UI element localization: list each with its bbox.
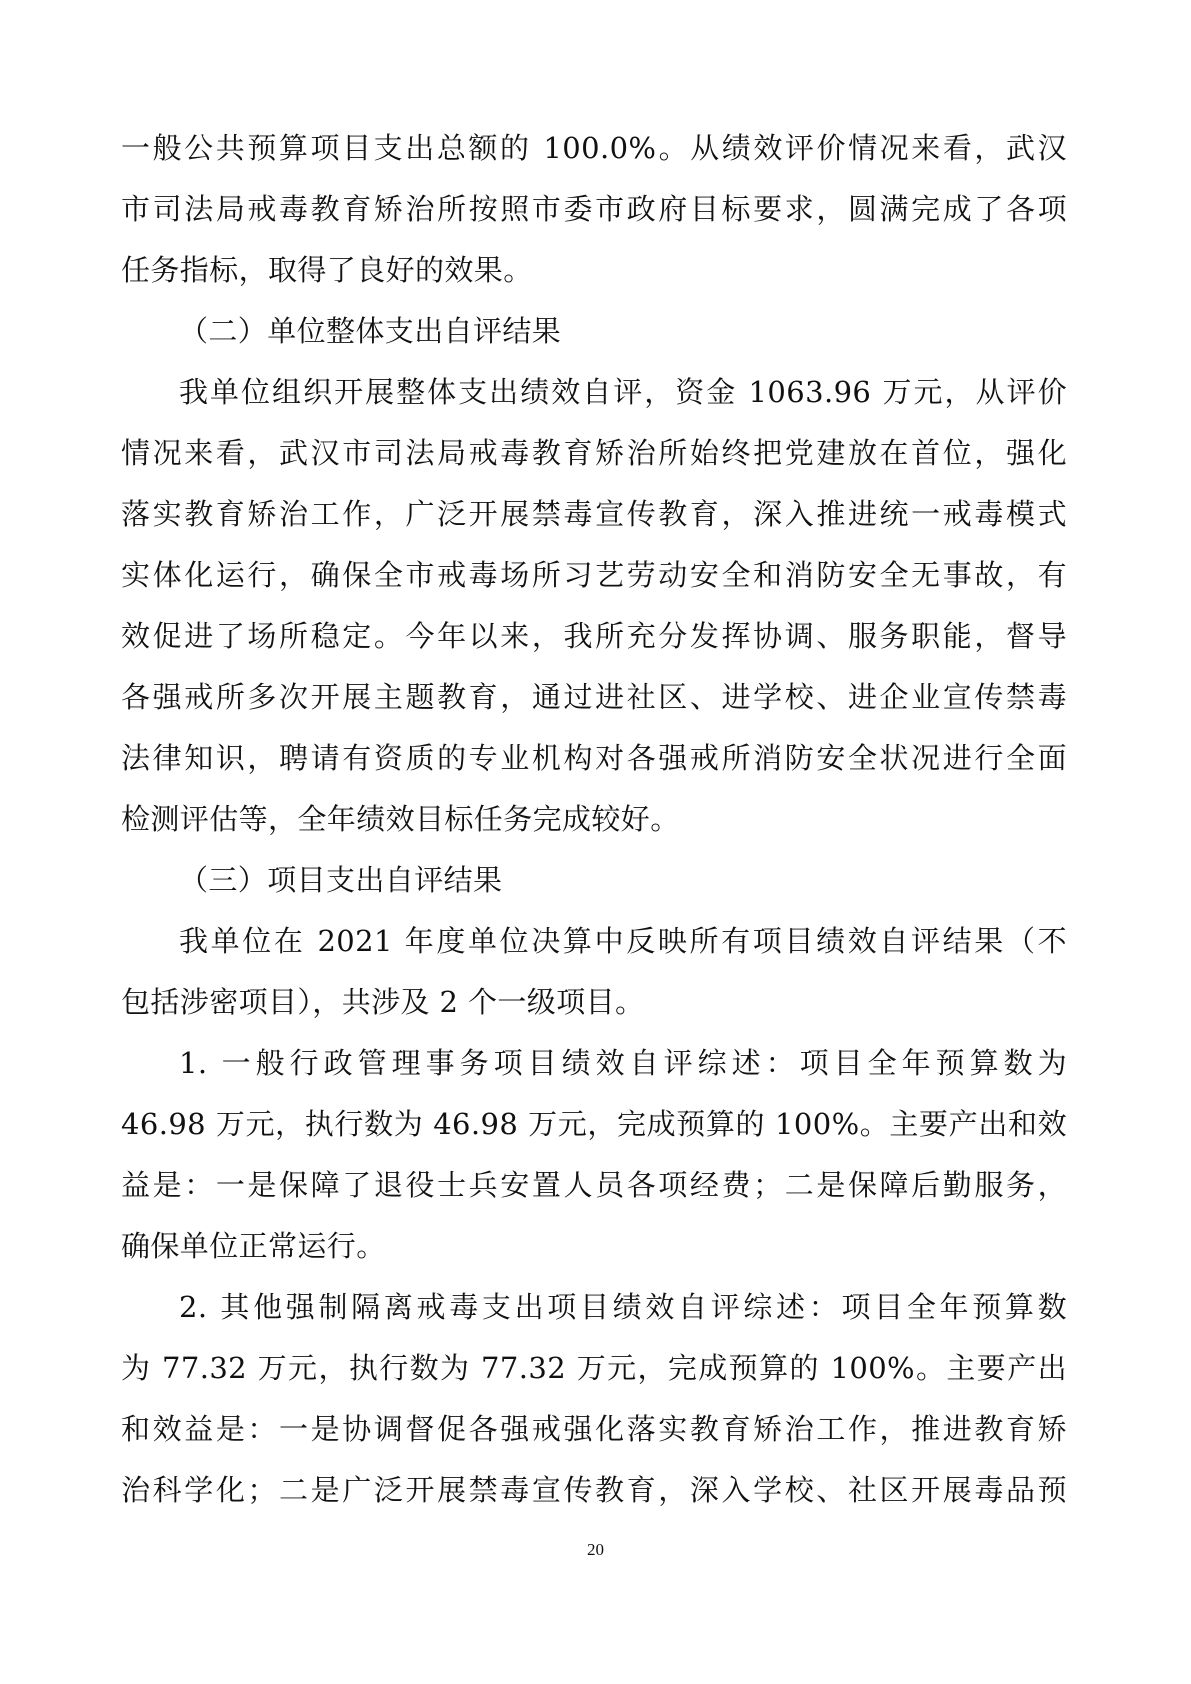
paragraph-line: 确保单位正常运行。 xyxy=(121,1229,386,1263)
paragraph-line: 情况来看，武汉市司法局戒毒教育矫治所始终把党建放在首位，强化 xyxy=(121,436,1067,470)
paragraph-line: 46.98 万元，执行数为 46.98 万元，完成预算的 100%。主要产出和效 xyxy=(121,1107,1067,1141)
section-heading: （二）单位整体支出自评结果 xyxy=(179,314,562,348)
section-heading: （三）项目支出自评结果 xyxy=(179,863,503,897)
paragraph-line: 法律知识，聘请有资质的专业机构对各强戒所消防安全状况进行全面 xyxy=(121,741,1067,775)
paragraph-line: 2. 其他强制隔离戒毒支出项目绩效自评综述：项目全年预算数 xyxy=(179,1290,1067,1324)
paragraph-line: 治科学化；二是广泛开展禁毒宣传教育，深入学校、社区开展毒品预 xyxy=(121,1473,1067,1507)
paragraph-line: 任务指标，取得了良好的效果。 xyxy=(121,253,533,287)
paragraph-line: 落实教育矫治工作，广泛开展禁毒宣传教育，深入推进统一戒毒模式 xyxy=(121,497,1067,531)
paragraph-line: 我单位在 2021 年度单位决算中反映所有项目绩效自评结果（不 xyxy=(179,924,1067,958)
paragraph-line: 效促进了场所稳定。今年以来，我所充分发挥协调、服务职能，督导 xyxy=(121,619,1067,653)
paragraph-line: 我单位组织开展整体支出绩效自评，资金 1063.96 万元，从评价 xyxy=(179,375,1067,409)
paragraph-line: 包括涉密项目），共涉及 2 个一级项目。 xyxy=(121,985,645,1019)
paragraph-line: 和效益是：一是协调督促各强戒强化落实教育矫治工作，推进教育矫 xyxy=(121,1412,1067,1446)
paragraph-line: 1. 一般行政管理事务项目绩效自评综述：项目全年预算数为 xyxy=(179,1046,1067,1080)
paragraph-line: 益是：一是保障了退役士兵安置人员各项经费；二是保障后勤服务， xyxy=(121,1168,1067,1202)
paragraph-line: 为 77.32 万元，执行数为 77.32 万元，完成预算的 100%。主要产出 xyxy=(121,1351,1067,1385)
paragraph-line: 各强戒所多次开展主题教育，通过进社区、进学校、进企业宣传禁毒 xyxy=(121,680,1067,714)
paragraph-line: 一般公共预算项目支出总额的 100.0%。从绩效评价情况来看，武汉 xyxy=(121,131,1067,165)
document-body xyxy=(121,118,1067,1521)
page-number: 20 xyxy=(587,1540,604,1559)
paragraph-line: 市司法局戒毒教育矫治所按照市委市政府目标要求，圆满完成了各项 xyxy=(121,192,1067,226)
paragraph-line: 实体化运行，确保全市戒毒场所习艺劳动安全和消防安全无事故，有 xyxy=(121,558,1067,592)
paragraph-line: 检测评估等，全年绩效目标任务完成较好。 xyxy=(121,802,680,836)
